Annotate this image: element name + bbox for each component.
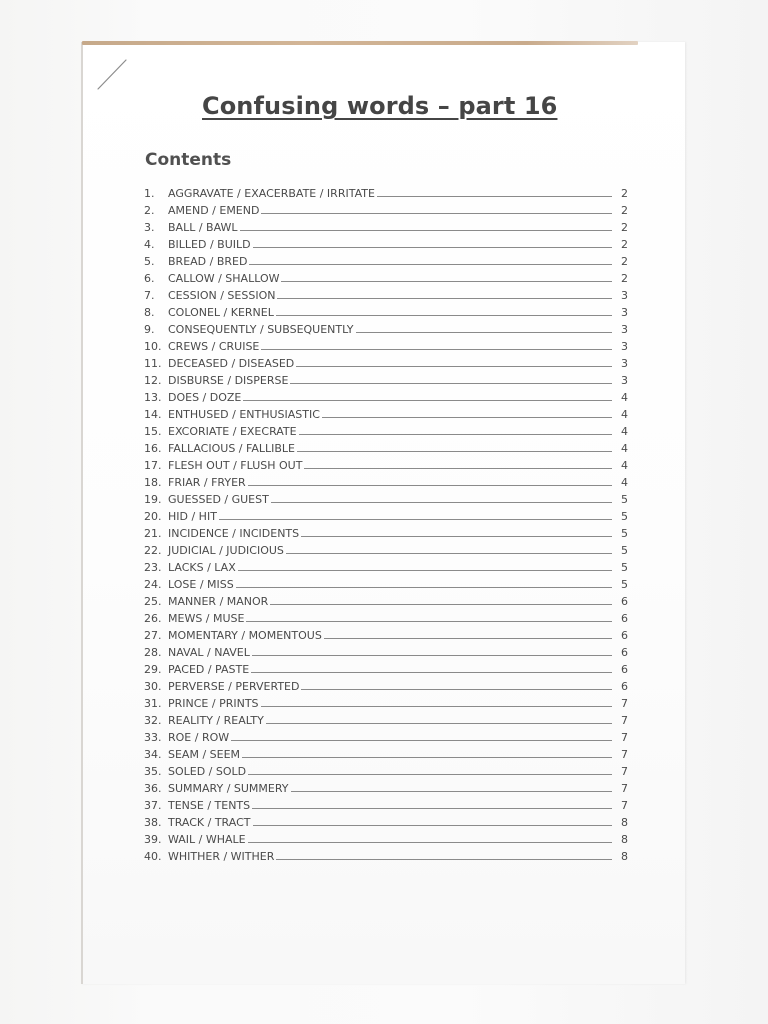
toc-entry-number: 3. <box>144 221 155 234</box>
toc-entry <box>144 659 628 676</box>
toc-entry-label: COLONEL / KERNEL <box>168 306 274 319</box>
toc-entry-page: 7 <box>621 714 628 727</box>
toc-entry-number: 33. <box>144 731 162 744</box>
toc-entry-page: 4 <box>621 425 628 438</box>
toc-entry-page: 4 <box>621 459 628 472</box>
toc-entry <box>144 846 628 863</box>
toc-entry-label: AGGRAVATE / EXACERBATE / IRRITATE <box>168 187 375 200</box>
toc-entry-number: 11. <box>144 357 162 370</box>
toc-leader-line <box>322 417 612 418</box>
toc-entry-number: 22. <box>144 544 162 557</box>
toc-entry <box>144 710 628 727</box>
toc-entry-number: 1. <box>144 187 155 200</box>
toc-entry-label: SOLED / SOLD <box>168 765 247 778</box>
toc-entry-number: 6. <box>144 272 155 285</box>
toc-leader-line <box>266 723 612 724</box>
toc-entry-page: 6 <box>621 629 628 642</box>
toc-entry-label: NAVAL / NAVEL <box>168 646 250 659</box>
toc-leader-line <box>261 349 612 350</box>
toc-entry-page: 7 <box>621 731 628 744</box>
toc-entry <box>144 472 628 489</box>
toc-entry <box>144 200 628 217</box>
toc-entry-number: 36. <box>144 782 162 795</box>
toc-entry-number: 19. <box>144 493 162 506</box>
toc-entry-page: 6 <box>621 663 628 676</box>
toc-entry <box>144 608 628 625</box>
toc-entry-number: 12. <box>144 374 162 387</box>
toc-entry-number: 37. <box>144 799 162 812</box>
toc-entry <box>144 251 628 268</box>
toc-entry-number: 2. <box>144 204 155 217</box>
toc-leader-line <box>243 400 612 401</box>
toc-entry <box>144 302 628 319</box>
toc-entry-label: EXCORIATE / EXECRATE <box>168 425 297 438</box>
toc-entry-page: 6 <box>621 680 628 693</box>
toc-leader-line <box>253 247 612 248</box>
toc-entry-label: MEWS / MUSE <box>168 612 245 625</box>
toc-entry <box>144 285 628 302</box>
toc-entry-page: 6 <box>621 646 628 659</box>
toc-entry <box>144 523 628 540</box>
toc-entry-number: 20. <box>144 510 162 523</box>
contents-heading: Contents <box>145 150 232 170</box>
toc-entry-number: 26. <box>144 612 162 625</box>
toc-entry-page: 4 <box>621 408 628 421</box>
toc-entry-label: CALLOW / SHALLOW <box>168 272 280 285</box>
toc-entry-label: TRACK / TRACT <box>168 816 251 829</box>
toc-leader-line <box>301 536 612 537</box>
toc-entry-number: 4. <box>144 238 155 251</box>
toc-entry-label: BREAD / BRED <box>168 255 248 268</box>
toc-entry <box>144 404 628 421</box>
toc-entry-page: 6 <box>621 595 628 608</box>
toc-entry-number: 31. <box>144 697 162 710</box>
toc-entry-page: 4 <box>621 476 628 489</box>
toc-leader-line <box>236 587 612 588</box>
toc-leader-line <box>277 298 612 299</box>
toc-entry <box>144 183 628 200</box>
toc-entry-page: 4 <box>621 442 628 455</box>
toc-leader-line <box>299 434 612 435</box>
toc-leader-line <box>231 740 612 741</box>
toc-entry <box>144 421 628 438</box>
toc-entry-label: WAIL / WHALE <box>168 833 246 846</box>
toc-entry-page: 3 <box>621 374 628 387</box>
toc-leader-line <box>276 315 612 316</box>
toc-entry-label: SUMMARY / SUMMERY <box>168 782 289 795</box>
toc-entry <box>144 676 628 693</box>
toc-entry-page: 7 <box>621 782 628 795</box>
toc-entry-page: 2 <box>621 221 628 234</box>
toc-leader-line <box>290 383 612 384</box>
toc-entry <box>144 489 628 506</box>
toc-entry-page: 8 <box>621 850 628 863</box>
toc-entry-label: FRIAR / FRYER <box>168 476 246 489</box>
toc-entry-label: PRINCE / PRINTS <box>168 697 259 710</box>
toc-leader-line <box>271 502 612 503</box>
toc-entry-label: PERVERSE / PERVERTED <box>168 680 300 693</box>
toc-entry-number: 32. <box>144 714 162 727</box>
toc-entry <box>144 744 628 761</box>
toc-entry-number: 27. <box>144 629 162 642</box>
toc-entry-label: DISBURSE / DISPERSE <box>168 374 289 387</box>
toc-entry-page: 2 <box>621 272 628 285</box>
toc-entry <box>144 540 628 557</box>
toc-entry-label: HID / HIT <box>168 510 217 523</box>
toc-leader-line <box>240 230 612 231</box>
toc-entry-number: 28. <box>144 646 162 659</box>
toc-entry <box>144 795 628 812</box>
toc-leader-line <box>248 842 612 843</box>
toc-entry-label: CREWS / CRUISE <box>168 340 260 353</box>
toc-entry <box>144 506 628 523</box>
toc-entry <box>144 625 628 642</box>
toc-entry-number: 15. <box>144 425 162 438</box>
toc-leader-line <box>251 672 612 673</box>
toc-entry <box>144 693 628 710</box>
toc-entry-label: CESSION / SESSION <box>168 289 276 302</box>
toc-entry-number: 29. <box>144 663 162 676</box>
toc-entry-label: PACED / PASTE <box>168 663 250 676</box>
toc-leader-line <box>238 570 612 571</box>
toc-entry-page: 3 <box>621 340 628 353</box>
toc-entry <box>144 336 628 353</box>
toc-entry-number: 23. <box>144 561 162 574</box>
toc-entry-page: 5 <box>621 493 628 506</box>
toc-entry-number: 16. <box>144 442 162 455</box>
toc-entry <box>144 574 628 591</box>
toc-leader-line <box>252 808 612 809</box>
toc-entry-number: 21. <box>144 527 162 540</box>
toc-leader-line <box>219 519 612 520</box>
toc-entry-number: 24. <box>144 578 162 591</box>
toc-entry-number: 40. <box>144 850 162 863</box>
toc-entry <box>144 727 628 744</box>
toc-entry-page: 7 <box>621 697 628 710</box>
toc-entry-page: 7 <box>621 799 628 812</box>
toc-entry-page: 6 <box>621 612 628 625</box>
toc-entry-number: 7. <box>144 289 155 302</box>
toc-entry-number: 5. <box>144 255 155 268</box>
toc-leader-line <box>246 621 612 622</box>
toc-entry-label: DOES / DOZE <box>168 391 242 404</box>
toc-entry-label: JUDICIAL / JUDICIOUS <box>168 544 284 557</box>
toc-entry-label: FALLACIOUS / FALLIBLE <box>168 442 295 455</box>
toc-entry-page: 2 <box>621 238 628 251</box>
toc-leader-line <box>297 451 612 452</box>
toc-entry <box>144 557 628 574</box>
toc-entry-number: 14. <box>144 408 162 421</box>
toc-entry <box>144 642 628 659</box>
toc-entry-label: LOSE / MISS <box>168 578 234 591</box>
toc-leader-line <box>286 553 612 554</box>
toc-entry-page: 8 <box>621 833 628 846</box>
toc-entry-page: 2 <box>621 187 628 200</box>
toc-entry-label: SEAM / SEEM <box>168 748 241 761</box>
toc-entry <box>144 353 628 370</box>
toc-entry <box>144 829 628 846</box>
toc-entry-page: 3 <box>621 306 628 319</box>
toc-entry-page: 5 <box>621 561 628 574</box>
toc-leader-line <box>281 281 612 282</box>
toc-leader-line <box>253 825 613 826</box>
toc-leader-line <box>261 213 612 214</box>
toc-entry-label: LACKS / LAX <box>168 561 236 574</box>
toc-entry <box>144 387 628 404</box>
toc-entry-label: MOMENTARY / MOMENTOUS <box>168 629 322 642</box>
toc-entry-label: BALL / BAWL <box>168 221 238 234</box>
toc-entry-label: DECEASED / DISEASED <box>168 357 295 370</box>
toc-entry-page: 3 <box>621 289 628 302</box>
toc-entry-label: TENSE / TENTS <box>168 799 251 812</box>
toc-leader-line <box>296 366 612 367</box>
toc-entry-page: 5 <box>621 510 628 523</box>
toc-entry-label: ENTHUSED / ENTHUSIASTIC <box>168 408 320 421</box>
toc-entry <box>144 319 628 336</box>
toc-entry-label: AMEND / EMEND <box>168 204 260 217</box>
toc-entry-label: MANNER / MANOR <box>168 595 269 608</box>
toc-entry-label: GUESSED / GUEST <box>168 493 269 506</box>
toc-leader-line <box>242 757 612 758</box>
toc-leader-line <box>248 774 612 775</box>
toc-entry-page: 8 <box>621 816 628 829</box>
toc-entry-page: 3 <box>621 357 628 370</box>
toc-leader-line <box>324 638 612 639</box>
toc-entry-number: 38. <box>144 816 162 829</box>
toc-entry <box>144 812 628 829</box>
toc-entry <box>144 217 628 234</box>
toc-entry-page: 2 <box>621 204 628 217</box>
toc-entry-label: INCIDENCE / INCIDENTS <box>168 527 300 540</box>
toc-entry-number: 17. <box>144 459 162 472</box>
toc-entry <box>144 778 628 795</box>
toc-entry-number: 13. <box>144 391 162 404</box>
toc-entry-number: 10. <box>144 340 162 353</box>
toc-entry-label: BILLED / BUILD <box>168 238 251 251</box>
toc-leader-line <box>291 791 612 792</box>
toc-entry-label: CONSEQUENTLY / SUBSEQUENTLY <box>168 323 354 336</box>
toc-leader-line <box>301 689 612 690</box>
toc-leader-line <box>249 264 612 265</box>
toc-entry-label: REALITY / REALTY <box>168 714 264 727</box>
paper-top-edge <box>82 41 638 45</box>
toc-entry-number: 30. <box>144 680 162 693</box>
toc-leader-line <box>304 468 612 469</box>
toc-entry-page: 5 <box>621 578 628 591</box>
toc-entry <box>144 438 628 455</box>
toc-entry-page: 7 <box>621 748 628 761</box>
toc-leader-line <box>377 196 612 197</box>
toc-entry-number: 18. <box>144 476 162 489</box>
table-of-contents <box>144 183 628 863</box>
toc-leader-line <box>276 859 612 860</box>
toc-entry-label: ROE / ROW <box>168 731 230 744</box>
toc-entry-number: 9. <box>144 323 155 336</box>
pen-stroke-icon <box>95 58 129 92</box>
toc-entry <box>144 761 628 778</box>
toc-entry-number: 25. <box>144 595 162 608</box>
toc-entry-page: 3 <box>621 323 628 336</box>
toc-entry-number: 39. <box>144 833 162 846</box>
document-title: Confusing words – part 16 <box>202 92 558 120</box>
toc-entry <box>144 455 628 472</box>
toc-entry-page: 7 <box>621 765 628 778</box>
toc-entry-page: 5 <box>621 544 628 557</box>
toc-entry-page: 2 <box>621 255 628 268</box>
toc-entry <box>144 370 628 387</box>
toc-leader-line <box>356 332 612 333</box>
toc-entry-number: 8. <box>144 306 155 319</box>
toc-entry-number: 35. <box>144 765 162 778</box>
toc-leader-line <box>252 655 612 656</box>
toc-entry <box>144 234 628 251</box>
toc-leader-line <box>261 706 612 707</box>
toc-entry <box>144 268 628 285</box>
toc-entry-label: WHITHER / WITHER <box>168 850 275 863</box>
toc-leader-line <box>248 485 612 486</box>
toc-entry-label: FLESH OUT / FLUSH OUT <box>168 459 303 472</box>
toc-entry-number: 34. <box>144 748 162 761</box>
toc-leader-line <box>270 604 612 605</box>
toc-entry-page: 4 <box>621 391 628 404</box>
toc-entry-page: 5 <box>621 527 628 540</box>
toc-entry <box>144 591 628 608</box>
